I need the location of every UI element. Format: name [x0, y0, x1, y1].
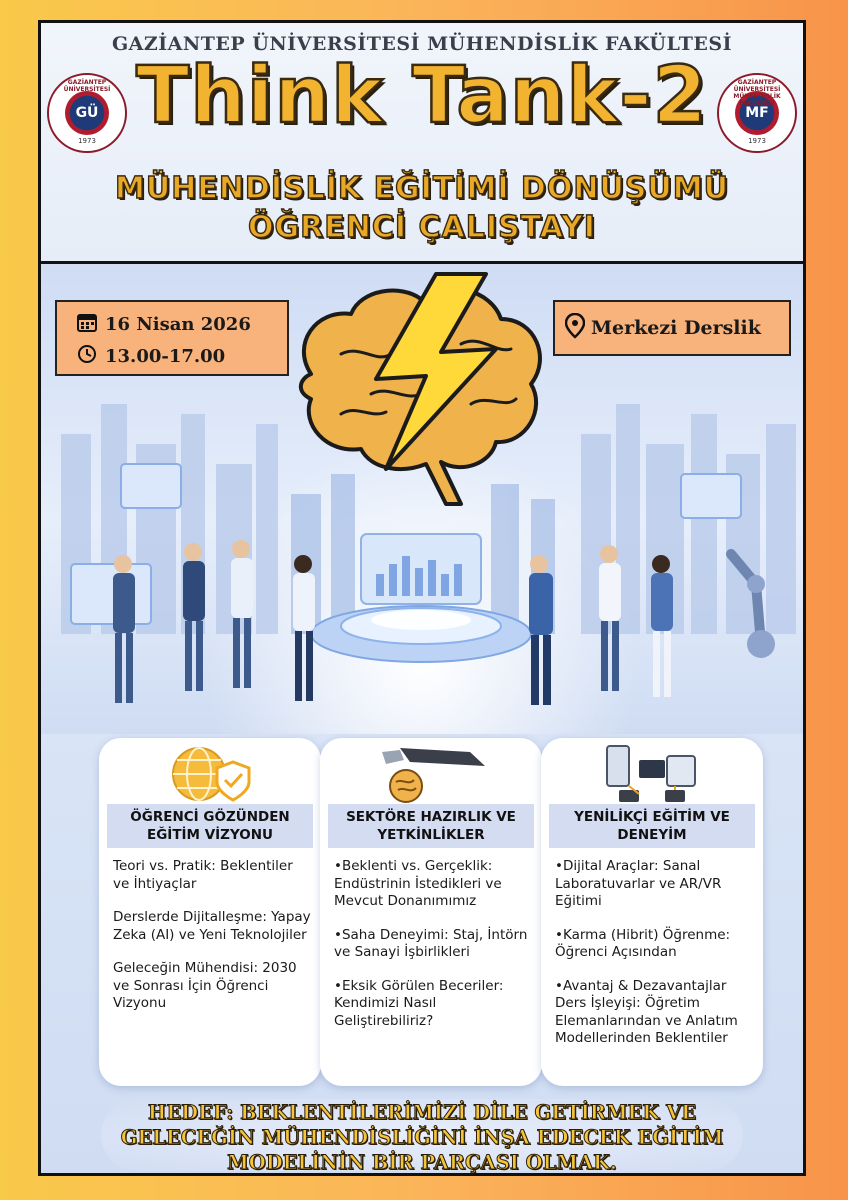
poster [38, 20, 806, 1176]
calendar-icon [77, 312, 97, 337]
topic-card-innovation [541, 738, 763, 1086]
logo-right-mark: MF [735, 91, 779, 135]
card-item: •Beklenti vs. Gerçeklik: Endüstrinin İstedikleri ve Mevcut Donanımımız [334, 858, 502, 909]
poster-subtitle [41, 169, 803, 247]
card-item: Geleceğin Mühendisi: 2030 ve Sonrası İçin Öğrenci Vizyonu [113, 960, 297, 1011]
poster-title: Think Tank-2 [136, 51, 708, 141]
globe-shield-icon [99, 738, 321, 808]
card-item: •Dijital Araçlar: Sanal Laboratuvarlar ve AR/VR Eğitimi [555, 858, 722, 909]
goal-line-3: MODELİNİN BİR PARÇASI OLMAK. [227, 1150, 617, 1174]
topic-cards-section [41, 734, 803, 1176]
devices-icon [541, 738, 763, 808]
logo-left-mark: GÜ [65, 91, 109, 135]
logo-left-year: 1973 [78, 137, 96, 145]
card-item: Teori vs. Pratik: Beklentiler ve İhtiyaçlar [113, 858, 293, 892]
location-box [553, 300, 791, 356]
logo-left-ring-text: GAZİANTEP ÜNİVERSİTESİ [63, 79, 111, 93]
goal-line-1: HEDEF: BEKLENTİLERİMİZİ DİLE GETİRMEK VE [147, 1100, 697, 1124]
card-item: Derslerde Dijitalleşme: Yapay Zeka (AI) ve Yeni Teknolojiler [113, 909, 311, 943]
scene-illustration [41, 264, 803, 734]
card-item: •Karma (Hibrit) Öğrenme: Öğrenci Açısından [555, 926, 731, 960]
event-date: 16 Nisan 2026 [105, 314, 251, 335]
logo-right-ring-text: GAZİANTEP ÜNİVERSİTESİ MÜHENDİSLİK FAKÜLTESİ [733, 79, 781, 107]
card-item: •Eksik Görülen Beceriler: Kendimizi Nasıl Geliştirebiliriz? [334, 977, 504, 1029]
card-item: •Avantaj & Dezavantajlar Ders İşleyişi: Öğretim Elemanlarından ve Anlatım Modellerinden Beklentiler [555, 977, 738, 1046]
robot-arm-brain-icon [320, 738, 542, 808]
time-row [77, 344, 225, 369]
goal-line-2: GELECEĞİN MÜHENDİSLİĞİNİ İNŞA EDECEK EĞİTİM [120, 1125, 724, 1149]
card-body [334, 858, 534, 1046]
subtitle-line-2: ÖĞRENCİ ÇALIŞTAYI [248, 210, 596, 245]
event-location: Merkezi Derslik [591, 317, 761, 339]
card-title: ÖĞRENCİ GÖZÜNDEN EĞİTİM VİZYONU [107, 804, 313, 848]
poster-header [41, 23, 803, 264]
card-title: SEKTÖRE HAZIRLIK VE YETKİNLİKLER [328, 804, 534, 848]
card-body [555, 858, 755, 1064]
brain-lightning-icon [301, 274, 540, 504]
card-title: YENİLİKÇİ EĞİTİM VE DENEYİM [549, 804, 755, 848]
event-time: 13.00-17.00 [105, 346, 226, 367]
subtitle-line-1: MÜHENDİSLİK EĞİTİMİ DÖNÜŞÜMÜ [115, 171, 729, 206]
clock-icon [77, 344, 97, 369]
topic-card-industry [320, 738, 542, 1086]
faculty-logo [717, 73, 797, 153]
card-body [113, 858, 313, 1029]
date-time-box [55, 300, 289, 376]
faculty-name: GAZİANTEP ÜNİVERSİTESİ MÜHENDİSLİK FAKÜLTESİ [111, 33, 733, 55]
goal-banner [101, 1099, 743, 1174]
card-item: •Saha Deneyimi: Staj, İntörn ve Sanayi İşbirlikleri [334, 926, 528, 960]
location-pin-icon [565, 313, 585, 344]
logo-right-year: 1973 [748, 137, 766, 145]
topic-card-vision [99, 738, 321, 1086]
date-row [77, 312, 251, 337]
